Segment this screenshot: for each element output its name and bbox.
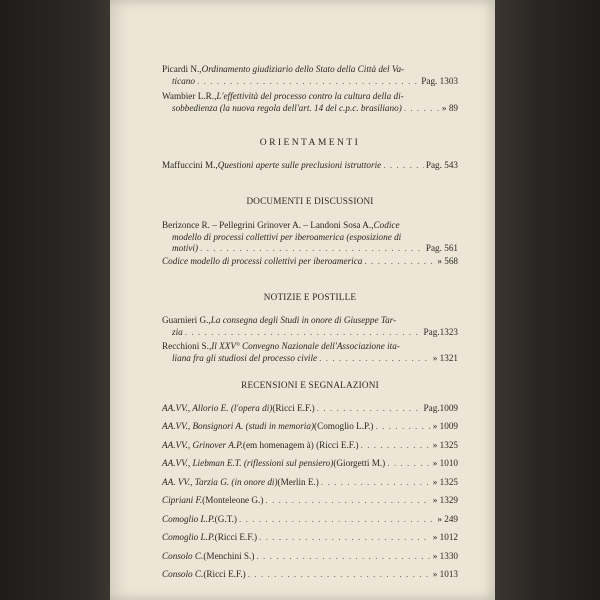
- toc-entry-line: [162, 91, 458, 103]
- leader-dots: [319, 353, 431, 365]
- page-number: » 1330: [432, 551, 458, 561]
- background-left: [0, 0, 110, 600]
- entry-title: liana fra gli studiosi del processo civile: [172, 352, 318, 363]
- toc-entry-line: [162, 551, 458, 563]
- page-number: » 1009: [432, 421, 458, 431]
- toc-entry: [162, 91, 458, 114]
- entry-reviewer: (em homenagem à) (Ricci E.F.): [242, 440, 359, 450]
- toc-entry-line: [162, 243, 458, 255]
- toc-entry: [162, 256, 458, 268]
- toc-entry: [162, 514, 458, 526]
- leader-dots: [364, 256, 435, 268]
- page-number: » 1013: [432, 569, 458, 579]
- toc-entry-line: [162, 64, 458, 76]
- toc-entry: [162, 64, 458, 87]
- toc-entry: [162, 421, 458, 433]
- entry-title: sobbedienza (la nuova regola dell'art. 14 del c.p.c. brasiliano): [172, 102, 402, 113]
- page-number: » 1325: [432, 477, 458, 487]
- page-number: Pag.1323: [423, 326, 458, 337]
- toc-entry: [162, 440, 458, 452]
- page-number: » 249: [437, 514, 458, 524]
- toc-entry-line: [162, 421, 458, 433]
- leader-dots: [321, 477, 431, 489]
- section-heading: ORIENTAMENTI: [259, 137, 361, 148]
- toc-entry: [162, 160, 458, 172]
- toc-entry: [162, 403, 458, 415]
- toc-entry-line: [162, 341, 458, 353]
- page-number: » 1321: [432, 352, 458, 363]
- leader-dots: [197, 76, 419, 88]
- leader-dots: [248, 569, 431, 581]
- toc-entry: [162, 551, 458, 563]
- section-heading: NOTIZIE E POSTILLE: [263, 292, 357, 302]
- toc-entry: [162, 315, 458, 338]
- page-number: » 1325: [432, 440, 458, 450]
- leader-dots: [375, 421, 430, 433]
- entry-reviewer: (Merlin E.): [277, 477, 319, 487]
- page-number: Pag. 543: [425, 160, 458, 170]
- leader-dots: [200, 243, 424, 255]
- toc-entry-line: [162, 458, 458, 470]
- page-number: » 1329: [432, 495, 458, 505]
- toc-entry-line: [162, 232, 458, 244]
- entry-title: Comoglio L.P.: [162, 514, 215, 524]
- entry-title: Il XXV° Convegno Nazionale dell'Associazione ita-: [211, 341, 400, 351]
- entry-title: zia: [172, 326, 183, 337]
- entry-reviewer: (Ricci E.F.): [203, 569, 246, 579]
- toc-entry: [162, 532, 458, 544]
- entry-title: AA.VV., Liebman E.T. (riflessioni sul pensiero): [162, 458, 334, 468]
- entry-title: Cipriani F.: [162, 495, 203, 505]
- entry-title: Questioni aperte sulle preclusioni istruttorie: [217, 160, 382, 170]
- leader-dots: [259, 532, 431, 544]
- toc-entry-line: [162, 220, 458, 232]
- section-heading: DOCUMENTI E DISCUSSIONI: [246, 196, 374, 206]
- entry-title: AA. VV., Tarzia G. (in onore di): [162, 477, 278, 487]
- toc-entry-line: [162, 103, 458, 115]
- entry-reviewer: (Ricci E.F.): [214, 532, 258, 542]
- entry-title: Codice modello di processi collettivi per iberoamerica: [162, 256, 363, 266]
- toc-entry-line: [162, 160, 458, 172]
- leader-dots: [404, 103, 440, 115]
- toc-entry-line: [162, 256, 458, 268]
- leader-dots: [383, 160, 424, 172]
- entry-title: L'effettività del processo contro la cultura della di-: [216, 91, 404, 101]
- section-heading: RECENSIONI E SEGNALAZIONI: [241, 380, 379, 390]
- toc-entry-line: [162, 440, 458, 452]
- toc-entry-line: [162, 403, 458, 415]
- toc-entry: [162, 477, 458, 489]
- entry-title: ticano: [172, 75, 195, 86]
- leader-dots: [265, 495, 430, 507]
- entry-title: Codice: [373, 220, 400, 230]
- entry-author: Recchioni S.,: [162, 341, 212, 351]
- page-number: » 568: [437, 256, 458, 266]
- page-number: Pag. 561: [425, 243, 458, 253]
- entry-author: Wambier L.R.,: [162, 91, 217, 101]
- entry-title: La consegna degli Studi in onore di Giuseppe Tar-: [210, 315, 397, 325]
- toc-entry-line: [162, 327, 458, 339]
- leader-dots: [256, 551, 430, 563]
- toc-entry: [162, 458, 458, 470]
- entry-title: AA.VV., Grinover A.P.: [162, 440, 243, 450]
- toc-entry-line: [162, 315, 458, 327]
- toc-entry-line: [162, 514, 458, 526]
- entry-title: Consolo C.: [162, 569, 204, 579]
- toc-entry-line: [162, 353, 458, 365]
- page-number: » 1012: [432, 532, 458, 542]
- background-right: [495, 0, 600, 600]
- leader-dots: [361, 440, 431, 452]
- entry-title: Consolo C.: [162, 551, 204, 561]
- toc-entry-line: [162, 532, 458, 544]
- leader-dots: [239, 514, 435, 526]
- entry-author: Picardi N.,: [162, 64, 202, 74]
- leader-dots: [387, 458, 431, 470]
- entry-title: modello di processi collettivi per iberoamerica (esposizione di: [172, 231, 402, 242]
- leader-dots: [185, 327, 422, 339]
- entry-reviewer: (G.T.): [214, 514, 237, 524]
- toc-entry: [162, 495, 458, 507]
- entry-reviewer: (Giorgetti M.): [333, 458, 386, 468]
- entry-title: AA.VV., Bonsignori A. (studi in memoria): [162, 421, 315, 431]
- entry-title: AA.VV., Allorio E. (l'opera di): [162, 403, 273, 413]
- toc-entry: [162, 220, 458, 255]
- toc-entry: [162, 341, 458, 364]
- page-number: » 1010: [432, 458, 458, 468]
- entry-title: Comoglio L.P.: [162, 532, 215, 542]
- entry-reviewer: (Menchini S.): [203, 551, 255, 561]
- toc-entry-line: [162, 477, 458, 489]
- entry-author: Guarnieri G.,: [162, 315, 211, 325]
- entry-title: Ordinamento giudiziario dello Stato della Città del Va-: [201, 64, 405, 74]
- leader-dots: [317, 403, 422, 415]
- entry-title: motivi): [172, 243, 199, 253]
- toc-entry-line: [162, 76, 458, 88]
- entry-reviewer: (Ricci E.F.): [272, 403, 315, 413]
- entry-reviewer: (Comoglio L.P.): [314, 421, 374, 431]
- toc-entry: [162, 569, 458, 581]
- page-number: Pag. 1303: [421, 75, 458, 86]
- entry-author: Berizonce R. – Pellegrini Grinover A. – Landoni Sosa A.,: [162, 220, 374, 230]
- entry-author: Maffuccini M.,: [162, 160, 218, 170]
- entry-reviewer: (Monteleone G.): [202, 495, 264, 505]
- page-number: Pag.1009: [423, 403, 458, 413]
- toc-entry-line: [162, 569, 458, 581]
- page-number: » 89: [441, 102, 458, 113]
- toc-entry-line: [162, 495, 458, 507]
